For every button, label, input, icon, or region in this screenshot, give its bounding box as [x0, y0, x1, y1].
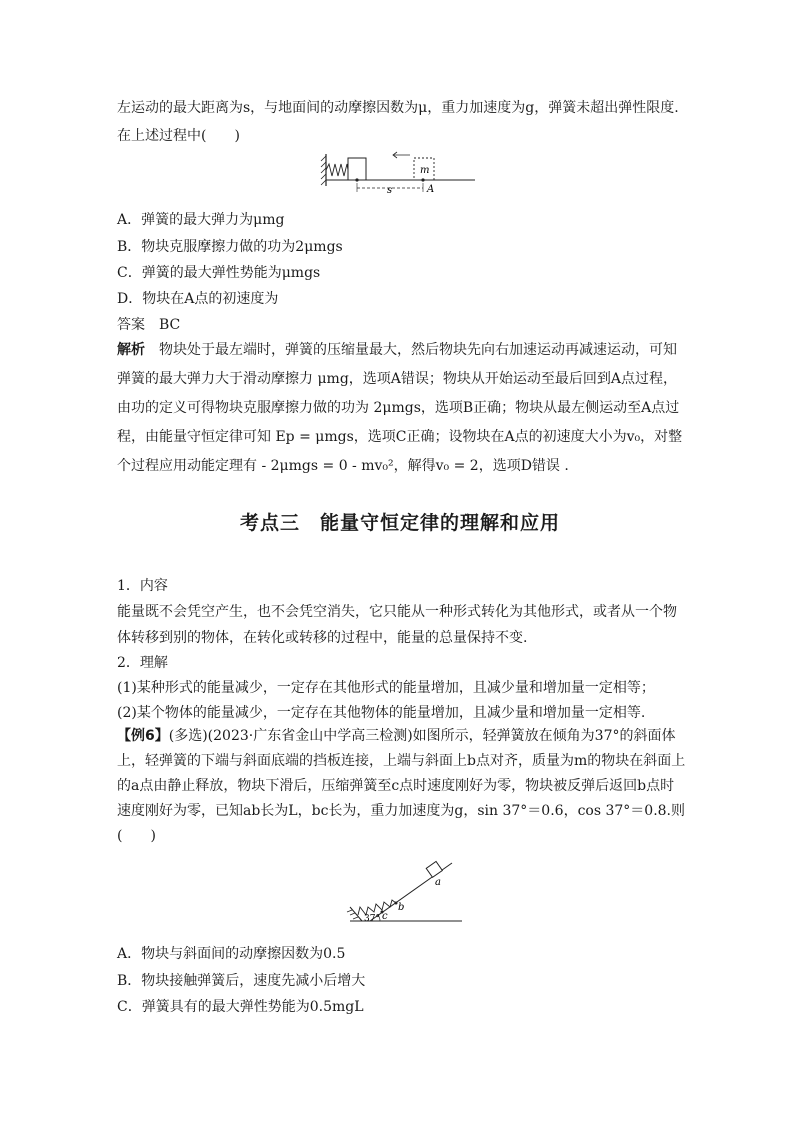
- angle-label: 37°: [364, 914, 380, 924]
- example-option-c: C．弹簧具有的最大弹性势能为0.5mgL: [117, 999, 364, 1015]
- answer-line: 答案 BC: [117, 317, 181, 333]
- understanding-item-1: (1)某种形式的能量减少，一定存在其他形式的能量增加，且减少量和增加量一定相等；: [117, 680, 655, 696]
- example-option-b: B．物块接触弹簧后，速度先减小后增大: [117, 973, 366, 989]
- option-c: C．弹簧的最大弹性势能为μmgs: [117, 265, 321, 281]
- content-heading-2: 2．理解: [117, 655, 168, 671]
- content-heading-1: 1．内容: [117, 578, 168, 594]
- option-b: B．物块克服摩擦力做的功为2μmgs: [117, 239, 343, 255]
- understanding-item-2: (2)某个物体的能量减少，一定存在其他物体的能量增加，且减少量和增加量一定相等.: [117, 705, 646, 721]
- incline-spring-figure: [340, 855, 470, 930]
- content-para-1b: 体转移到别的物体，在转化或转移的过程中，能量的总量保持不变.: [117, 630, 528, 646]
- distance-label-s: s: [387, 185, 393, 196]
- example-block: [117, 724, 687, 849]
- problem-text-line-2: 在上述过程中( ): [117, 128, 240, 144]
- point-label-a: a: [435, 877, 441, 888]
- section-title: 考点三 能量守恒定律的理解和应用: [239, 512, 560, 534]
- analysis-title: 解析: [117, 342, 145, 358]
- point-label-b: b: [398, 902, 405, 913]
- example-text: (多选)(2023·广东省金山中学高三检测)如图所示，轻弹簧放在倾角为37°的斜面体上，轻弹簧的下端与斜面底端的挡板连接，上端与斜面上b点对齐，质量为m的物块在斜面上的a点由静止释放，物块下滑后，压缩弹簧至c点时速度刚好为零，物块被反弹后返回b点时速度刚好为零，已知ab长为L，bc长为，重力加速度为g，sin 37°＝0.6，cos 37°＝0.8.则( ): [117, 728, 686, 844]
- problem-text-line-1: 左运动的最大距离为s，与地面间的动摩擦因数为μ，重力加速度为g，弹簧未超出弹性限度.: [117, 100, 679, 116]
- analysis-text: 物块处于最左端时，弹簧的压缩量最大，然后物块先向右加速运动再减速运动，可知弹簧的最大弹力大于滑动摩擦力 μmg，选项A错误；物块从开始运动至最后回到A点过程，由功的定义可得物块克服摩擦力做的功为 2μmgs，选项B正确；物块从最左侧运动至A点过程，由能量守恒定律可知 Ep = μmgs，选项C正确；设物块在A点的初速度大小为v₀，对整个过程应用动能定理有 - 2μmgs = 0 - mv₀²，解得v₀ = 2，选项D错误 .: [117, 342, 683, 474]
- option-a: A．弹簧的最大弹力为μmg: [117, 212, 285, 228]
- example-option-a: A．物块与斜面间的动摩擦因数为0.5: [117, 946, 346, 962]
- option-d: D．物块在A点的初速度为: [117, 291, 279, 307]
- example-tag: 【例6】: [117, 728, 169, 744]
- point-label-c: c: [382, 911, 388, 922]
- analysis-block: [117, 336, 687, 481]
- point-label-A: A: [427, 184, 435, 195]
- block-label-m: m: [420, 165, 430, 176]
- content-para-1a: 能量既不会凭空产生，也不会凭空消失，它只能从一种形式转化为其他形式，或者从一个物: [117, 604, 677, 620]
- spring-block-figure: [320, 150, 480, 200]
